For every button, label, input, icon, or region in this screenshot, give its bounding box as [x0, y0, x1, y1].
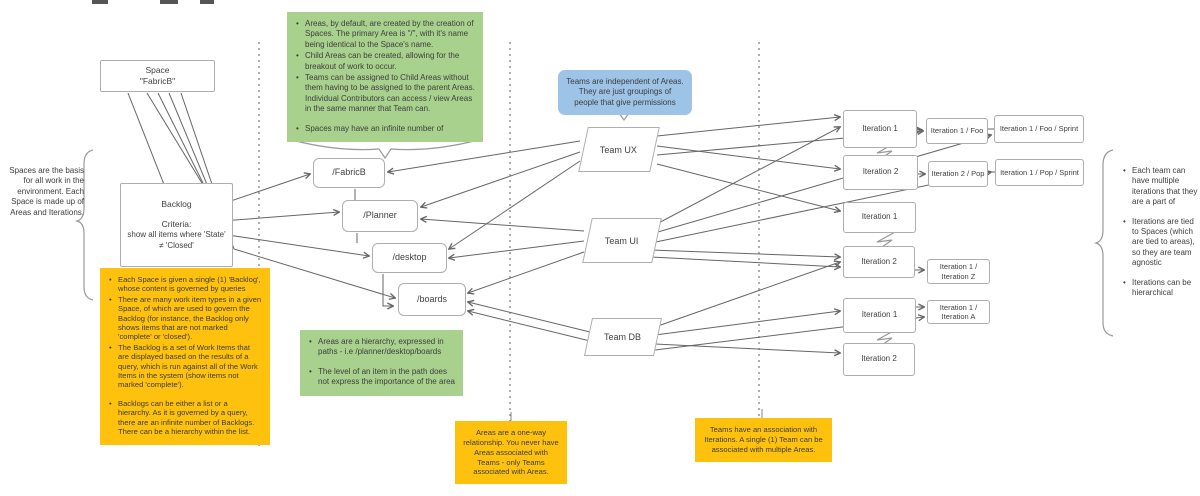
team-label: Team UX — [600, 144, 638, 155]
note-bullet: • Areas are a hierarchy, expressed in paths - i.e /planner/desktop/boards — [308, 337, 455, 358]
backlog-rules-note — [100, 268, 270, 445]
area-label: /boards — [416, 293, 448, 304]
iteration-label: Iteration 2 — [861, 354, 897, 364]
right-brace-note — [1122, 166, 1198, 298]
note-bullet: • There are many work item types in a given Space, of which are used to govern the Backlog (for instance, the Backlog only shows items that are not marked 'complete' or 'closed'). — [108, 295, 262, 342]
note-bullet: • Iterations are tied to Spaces (which are tied to areas), so they are team agnostic — [1122, 217, 1198, 269]
teams-independent-note: Teams are independent of Areas. They are just groupings of people that give permissions — [558, 70, 692, 115]
areas-default-note — [287, 12, 483, 142]
area-node-fabricb — [313, 158, 385, 188]
iteration-node — [843, 298, 916, 333]
team-node-db — [584, 318, 662, 356]
area-label: /FabricB — [332, 167, 366, 178]
iteration-label: Iteration 1 — [862, 123, 898, 133]
iteration-label: Iteration 1 / Foo / Sprint — [999, 124, 1079, 134]
note-bullet: • Each Space is given a single (1) 'Backlog', whose content is governed by queries — [108, 275, 262, 294]
backlog-title: Backlog — [161, 199, 192, 210]
note-bullet: • Backlogs can be either a list or a hierarchy. As it is governed by a query, there are an infinite number of Backlogs. There can be a hierarchy within the list. — [108, 399, 262, 437]
area-label: /desktop — [392, 252, 427, 263]
space-node-title: Space — [145, 64, 170, 75]
iteration-node — [843, 155, 918, 190]
note-bullet: • Areas, by default, are created by the creation of Spaces. The primary Area is "/", with it's name being identical to the Space's name. — [295, 19, 475, 50]
iteration-label: Iteration 1 / Iteration A — [939, 302, 978, 321]
iteration-child-node — [928, 161, 988, 187]
team-node-ux — [578, 127, 660, 172]
iteration-label: Iteration 1 — [861, 212, 898, 222]
space-node — [100, 60, 215, 92]
backlog-node — [120, 183, 233, 267]
note-bullet: • The level of an item in the path does not express the importance of the area — [308, 367, 455, 388]
left-brace-note: Spaces are the basis for all work in the environment. Each Space is made up of Areas and Iterations. — [9, 166, 84, 217]
area-label: /Planner — [363, 210, 397, 221]
area-node-boards — [398, 283, 466, 316]
backlog-criteria-label: Criteria: — [161, 219, 192, 230]
teams-iterations-note: Teams have an association with Iterations. A single (1) Team can be associated with multiple Areas. — [695, 418, 832, 462]
iteration-node — [843, 110, 917, 148]
team-label: Team UI — [605, 235, 639, 246]
iteration-label: Iteration 1 / Pop / Sprint — [1000, 167, 1079, 177]
note-bullet: • Teams can be assigned to Child Areas without them having to be assigned to the parent Areas. Individual Contributors can access / view Areas in the same manner that Team can. — [295, 73, 475, 115]
team-label: Team DB — [604, 332, 642, 342]
iteration-label: Iteration 2 — [862, 167, 899, 177]
iteration-sprint-node — [995, 159, 1084, 186]
area-node-planner — [342, 200, 418, 232]
cropped-top-marks — [92, 0, 214, 4]
backlog-criteria-line2: ≠ 'Closed' — [159, 240, 194, 250]
note-bullet: • Spaces may have an infinite number of — [295, 124, 475, 134]
iteration-node — [843, 246, 915, 278]
iteration-label: Iteration 1 — [861, 310, 898, 320]
iteration-label: Iteration 2 / Pop — [931, 169, 985, 179]
area-hierarchy-note — [300, 330, 463, 396]
green-note-tail — [292, 140, 478, 158]
iteration-child-node — [926, 118, 988, 144]
iteration-child-node — [927, 300, 990, 324]
note-bullet: • Child Areas can be created, allowing for the breakout of work to occur. — [295, 51, 475, 72]
iteration-label: Iteration 1 / Foo — [930, 126, 984, 136]
iteration-child-node — [927, 259, 990, 284]
iteration-label: Iteration 2 — [861, 256, 897, 266]
note-bullet: • Iterations can be hierarchical — [1122, 278, 1198, 299]
note-bullet: • The Backlog is a set of Work Items that are displayed based on the results of a query, which is run against all of the Work Items in the system (show items not marked 'complete'). — [108, 343, 262, 390]
team-node-ui — [582, 218, 662, 263]
right-curly-brace — [1096, 150, 1113, 336]
note-bullet: • Each team can have multiple iterations that they are a part of — [1122, 166, 1198, 208]
backlog-criteria-line1: show all items where 'State' — [127, 230, 226, 240]
iteration-sprint-node — [994, 115, 1084, 143]
area-node-desktop — [372, 243, 447, 273]
iteration-label: Iteration 1 / Iteration Z — [939, 262, 978, 281]
iteration-node — [843, 202, 916, 233]
areas-one-way-note: Areas are a one-way relationship. You never have Areas associated with Teams - only Teams associated with Areas. — [455, 421, 567, 484]
space-node-name: "FabricB" — [139, 76, 176, 86]
iteration-node — [843, 343, 915, 376]
